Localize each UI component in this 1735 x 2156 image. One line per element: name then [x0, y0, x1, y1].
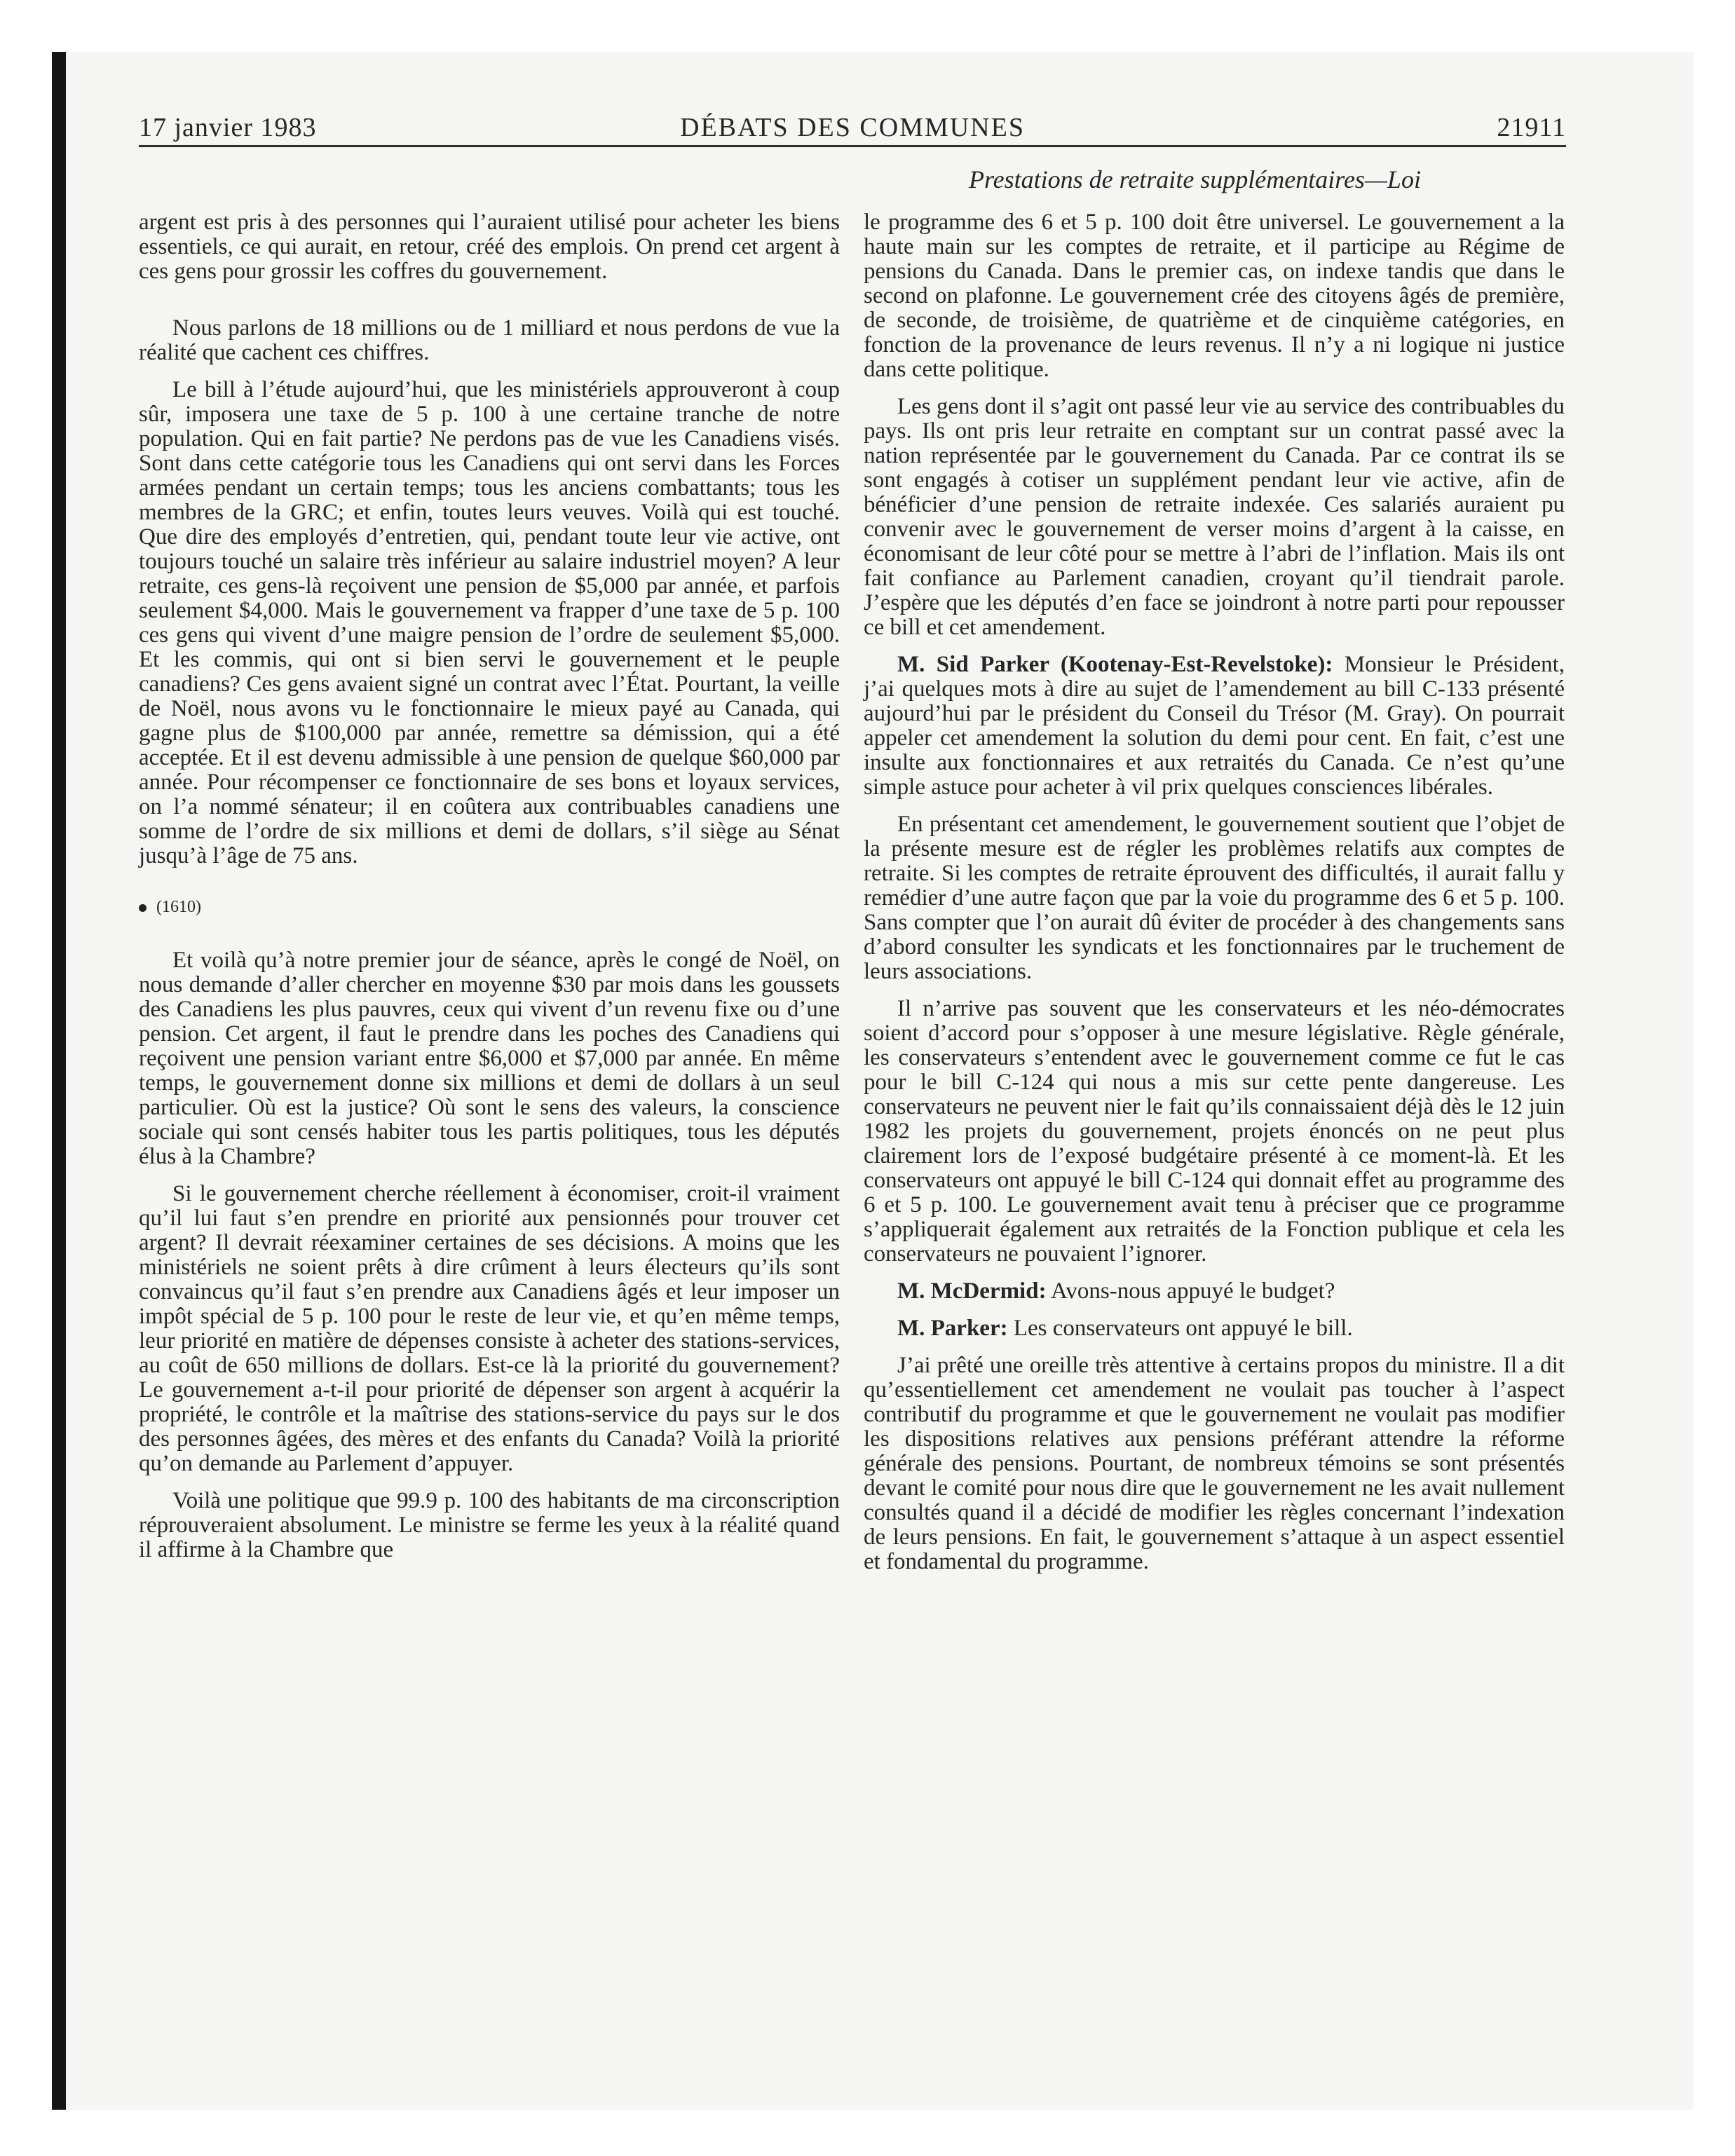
bullet-icon	[139, 904, 147, 912]
time-marker	[139, 895, 840, 915]
paragraph: En présentant cet amendement, le gouvernement soutient que l’objet de la présente mesure est de régler les problèmes relatifs aux comptes de retraite. Si les comptes de retraite éprouvent des difficultés, il aurait fallu y remédier d’une autre façon que par la voie du programme des 6 et 5 p. 100. Sans compter que l’on aurait dû éviter de procéder à des changements sans d’abord consulter les syndicats et les fonctionnaires par le truchement de leurs associations.	[864, 812, 1565, 984]
paragraph: J’ai prêté une oreille très attentive à certains propos du ministre. Il a dit qu’essentiellement cet amendement ne voulait pas toucher à l’aspect contributif du programme et que le gouvernement ne voulait pas modifier les dispositions relatives aux pensions préférant attendre la réforme générale des pensions. Pourtant, de nombreux témoins se sont présentés devant le comité pour nous dire que le gouvernement ne les avait nullement consultés quand il a décidé de modifier les règles concernant l’indexation de leurs pensions. En fait, le gouvernement s’attaque à un aspect essentiel et fondamental du programme.	[864, 1353, 1565, 1574]
speech	[864, 653, 1565, 800]
scan-edge	[52, 52, 66, 2110]
header-date: 17 janvier 1983	[139, 113, 317, 142]
running-head	[139, 112, 1566, 147]
publication-title: DÉBATS DES COMMUNES	[680, 113, 1025, 142]
paragraph: Si le gouvernement cherche réellement à économiser, croit-il vraiment qu’il lui faut s’en prendre en priorité aux pensionnés pour trouver cet argent? Il devrait réexaminer certaines de ses décisions. A moins que les ministériels ne soient prêts à dire crûment à leurs électeurs qu’ils sont convaincus qu’il faut s’en prendre aux Canadiens âgés et leur imposer un impôt spécial de 5 p. 100 pour le reste de leur vie, et qu’en même temps, leur priorité en matière de dépenses consiste à acheter des stations-services, au coût de 650 millions de dollars. Est-ce là la priorité du gouvernement? Le gouvernement a-t-il pour priorité de dépenser son argent à acquérir la propriété, le contrôle et la maîtrise des stations-service du pays sur le dos des personnes âgées, des mères et des enfants du Canada? Voilà la priorité qu’on demande au Parlement d’appuyer.	[139, 1181, 840, 1476]
section-title: Prestations de retraite supplémentaires—Loi	[969, 165, 1421, 193]
speech-text: Avons-nous appuyé le budget?	[1051, 1278, 1335, 1304]
paragraph: Il n’arrive pas souvent que les conservateurs et les néo-démocrates soient d’accord pour s’opposer à une mesure législative. Règle générale, les conservateurs s’entendent avec le gouvernement comme ce fut le cas pour le bill C-124 qui nous a mis sur cette pente dangereuse. Les conservateurs ne peuvent nier le fait qu’ils connaissaient déjà dès le 12 juin 1982 les projets du gouvernement, projets énoncés on ne peut plus clairement lors de l’exposé budgétaire présenté à ce moment-là. Et les conservateurs ont appuyé le bill C-124 qui donnait effet au programme des 6 et 5 p. 100. Le gouvernement avait tenu à préciser que ce programme s’appliquerait également aux retraités de la Fonction publique et cela les conservateurs ne pouvaient l’ignorer.	[864, 996, 1565, 1267]
paragraph: Les gens dont il s’agit ont passé leur vie au service des contribuables du pays. Ils ont pris leur retraite en comptant sur un contrat passé avec la nation représentée par le gouvernement du Canada. Par ce contrat ils se sont engagés à cotiser un supplément pendant leur vie active, afin de bénéficier d’une pension de retraite indexée. Ces salariés auraient pu convenir avec le gouvernement de verser moins d’argent à la caisse, en économisant de leur côté pour se mettre à l’abri de l’inflation. Mais ils ont fait confiance au Parlement canadien, croyant qu’il tiendrait parole. J’espère que les députés d’en face se joindront à notre parti pour repousser ce bill et cet amendement.	[864, 394, 1565, 640]
left-column	[139, 210, 840, 1575]
paragraph: Nous parlons de 18 millions ou de 1 milliard et nous perdons de vue la réalité que cachent ces chiffres.	[139, 315, 840, 365]
paragraph: le programme des 6 et 5 p. 100 doit être universel. Le gouvernement a la haute main sur les comptes de retraite, et il participe au Régime de pensions du Canada. Dans le premier cas, on indexe tandis que dans le second on plafonne. Le gouvernement crée des citoyens âgés de première, de seconde, de troisième, de quatrième et de cinquième catégories, en fonction de la provenance de leurs revenus. Il n’y a ni logique ni justice dans cette politique.	[864, 210, 1565, 382]
paragraph: Voilà une politique que 99.9 p. 100 des habitants de ma circonscription réprouveraient absolument. Le ministre se ferme les yeux à la réalité quand il affirme à la Chambre que	[139, 1488, 840, 1562]
speech	[864, 1316, 1565, 1341]
header-rule	[139, 145, 1566, 147]
speech-text: Les conservateurs ont appuyé le bill.	[1013, 1316, 1353, 1341]
paragraph: Le bill à l’étude aujourd’hui, que les ministériels approuveront à coup sûr, imposera une taxe de 5 p. 100 à une certaine tranche de notre population. Qui en fait partie? Ne perdons pas de vue les Canadiens visés. Sont dans cette catégorie tous les Canadiens qui ont servi dans les Forces armées pendant un certain temps; tous les anciens combattants; tous les membres de la GRC; et enfin, toutes leurs veuves. Voilà qui est touché. Que dire des employés d’entretien, qui, pendant toute leur vie active, ont toujours touché un salaire très inférieur au salaire industriel moyen? A leur retraite, ces gens-là reçoivent une pension de $5,000 par année, et parfois seulement $4,000. Mais le gouvernement va frapper d’une taxe de 5 p. 100 ces gens qui vivent d’une maigre pension de l’ordre de seulement $5,000. Et les commis, qui ont si bien servi le gouvernement et le peuple canadiens? Ces gens avaient signé un contrat avec l’État. Pourtant, la veille de Noël, nous avons vu le fonctionnaire le mieux payé au Canada, qui gagne plus de $100,000 par année, remettre sa démission, qui a été acceptée. Et il est devenu admissible à une pension de quelque $60,000 par année. Pour récompenser ce fonctionnaire de ses bons et loyaux services, on l’a nommé sénateur; il en coûtera aux contribuables canadiens une somme de l’ordre de six millions et demi de dollars, s’il siège au Sénat jusqu’à l’âge de 75 ans.	[139, 377, 840, 868]
speech	[864, 1279, 1565, 1304]
speaker-name: M. Sid Parker (Kootenay-Est-Revelstoke):	[897, 652, 1333, 677]
right-column	[864, 210, 1565, 1587]
paragraph: argent est pris à des personnes qui l’auraient utilisé pour acheter les biens essentiels, ce qui aurait, en retour, créé des emplois. On prend cet argent à ces gens pour grossir les coffres du gouvernement.	[139, 210, 840, 284]
speaker-name: M. McDermid:	[897, 1278, 1047, 1304]
time-marker-label: (1610)	[156, 898, 201, 916]
page-number: 21911	[1497, 113, 1566, 142]
speaker-name: M. Parker:	[897, 1316, 1008, 1341]
paragraph: Et voilà qu’à notre premier jour de séance, après le congé de Noël, on nous demande d’aller chercher en moyenne $30 par mois dans les goussets des Canadiens les plus pauvres, ceux qui vivent d’un revenu fixe ou d’une pension. Cet argent, il faut le prendre dans les poches des Canadiens qui reçoivent une pension variant entre $6,000 et $7,000 par année. En même temps, le gouvernement donne six millions et demi de dollars à un seul particulier. Où est la justice? Où sont le sens des valeurs, la conscience sociale qui sont censés habiter tous les partis politiques, tous les députés élus à la Chambre?	[139, 948, 840, 1169]
speech-text: Monsieur le Président, j’ai quelques mots à dire au sujet de l’amendement au bill C-133 présenté aujourd’hui par le président du Conseil du Trésor (M. Gray). On pourrait appeler cet amendement la solution du demi pour cent. En fait, c’est une insulte aux fonctionnaires et aux retraités du Canada. Ce n’est qu’une simple astuce pour acheter à vil prix quelques consciences libérales.	[864, 652, 1565, 800]
